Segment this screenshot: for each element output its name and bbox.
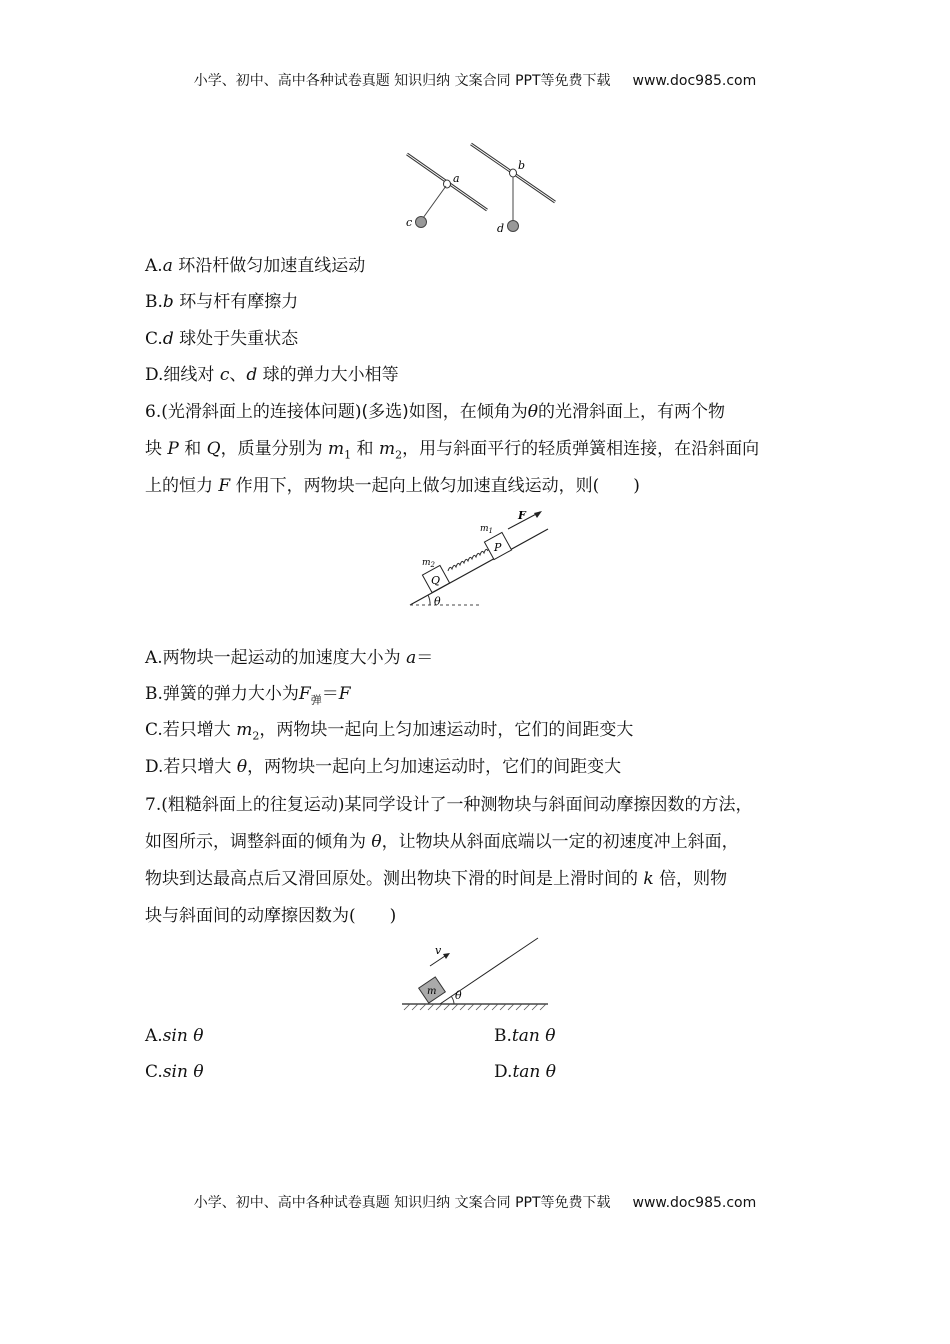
- q6-option-c: C.若只增大 $m_2$，两物块一起向上匀加速运动时，它们的间距变大: [145, 720, 634, 743]
- fig-F: F: [518, 509, 526, 522]
- q6-stem-line1: 6.(光滑斜面上的连接体问题)(多选)如图，在倾角为θ的光滑斜面上，有两个物: [145, 402, 726, 422]
- fig-m1: $m_1$: [480, 524, 494, 535]
- q6-option-a: A.两物块一起运动的加速度大小为 a＝: [145, 648, 434, 668]
- spring: [448, 549, 488, 571]
- q7-tag: 粗糙斜面上的往复运动: [167, 795, 338, 815]
- label-c: c: [406, 216, 413, 229]
- label-b: b: [518, 159, 526, 172]
- q7-option-d: D.tan θ: [494, 1062, 556, 1082]
- angle-arc: [428, 595, 430, 605]
- footer-site: www.doc985.com: [632, 1195, 757, 1211]
- q5-option-d: D.细线对 c、d 球的弹力大小相等: [145, 365, 399, 385]
- fig-m: m: [427, 986, 437, 997]
- velocity-arrowhead: [443, 953, 450, 959]
- ground-hatching: [404, 1004, 546, 1010]
- ball-c: [416, 217, 427, 228]
- q6-stem-line3: 上的恒力 F 作用下，两物块一起向上做匀加速直线运动，则( ): [145, 476, 640, 496]
- figure-spring-incline: [400, 505, 560, 615]
- q6-option-b: B.弹簧的弹力大小为$F_弹=F$: [145, 684, 351, 707]
- fig-m2: $m_2$: [422, 558, 436, 569]
- force-arrowhead: [534, 511, 542, 518]
- fig-Q: Q: [431, 574, 441, 587]
- ring-b: [510, 169, 517, 177]
- q6-stem-line2: 块 P 和 Q，质量分别为 $m_1$ 和 $m_2$，用与斜面平行的轻质弹簧相连接，在沿斜面向: [145, 439, 760, 462]
- q6-option-d: D.若只增大 θ，两物块一起向上匀加速运动时，它们的间距变大: [145, 757, 622, 777]
- ball-d: [508, 221, 519, 232]
- fig-v: v: [435, 944, 442, 957]
- footer-text: 小学、初中、高中各种试卷真题 知识归纳 文案合同 PPT等免费下载: [193, 1195, 611, 1211]
- q7-option-a: A.sin θ: [145, 1026, 204, 1046]
- angle-arc: [451, 996, 454, 1004]
- q7-option-c: C.sin θ: [145, 1062, 204, 1082]
- ring-a: [444, 180, 451, 188]
- label-a: a: [453, 172, 460, 185]
- q5-option-c: C.d 球处于失重状态: [145, 329, 299, 349]
- page-header: [0, 70, 950, 90]
- q7-stem-line1: 7.(粗糙斜面上的往复运动)某同学设计了一种测物块与斜面间动摩擦因数的方法，: [145, 795, 753, 815]
- fig-P: P: [494, 541, 502, 554]
- figure-rough-incline: [398, 932, 553, 1012]
- q5-option-a: A.a 环沿杆做匀加速直线运动: [145, 256, 366, 276]
- q7-option-b: B.tan θ: [494, 1026, 556, 1046]
- label-d: d: [497, 222, 505, 235]
- q7-stem-line3: 物块到达最高点后又滑回原处。测出物块下滑的时间是上滑时间的 k 倍，则物: [145, 869, 728, 889]
- fig-theta: θ: [455, 989, 462, 1002]
- fig-theta: θ: [434, 595, 441, 608]
- string-c: [423, 186, 446, 218]
- q6-tag: 光滑斜面上的连接体问题: [167, 402, 355, 422]
- page-footer: [0, 1192, 950, 1212]
- q7-stem-line2: 如图所示，调整斜面的倾角为 θ，让物块从斜面底端以一定的初速度冲上斜面，: [145, 832, 739, 852]
- header-site: www.doc985.com: [632, 73, 757, 89]
- header-text: 小学、初中、高中各种试卷真题 知识归纳 文案合同 PPT等免费下载: [193, 73, 611, 89]
- figure-rings-on-rods: [395, 140, 565, 240]
- q7-stem-line4: 块与斜面间的动摩擦因数为( ): [145, 906, 397, 926]
- q5-option-b: B.b 环与杆有摩擦力: [145, 292, 299, 312]
